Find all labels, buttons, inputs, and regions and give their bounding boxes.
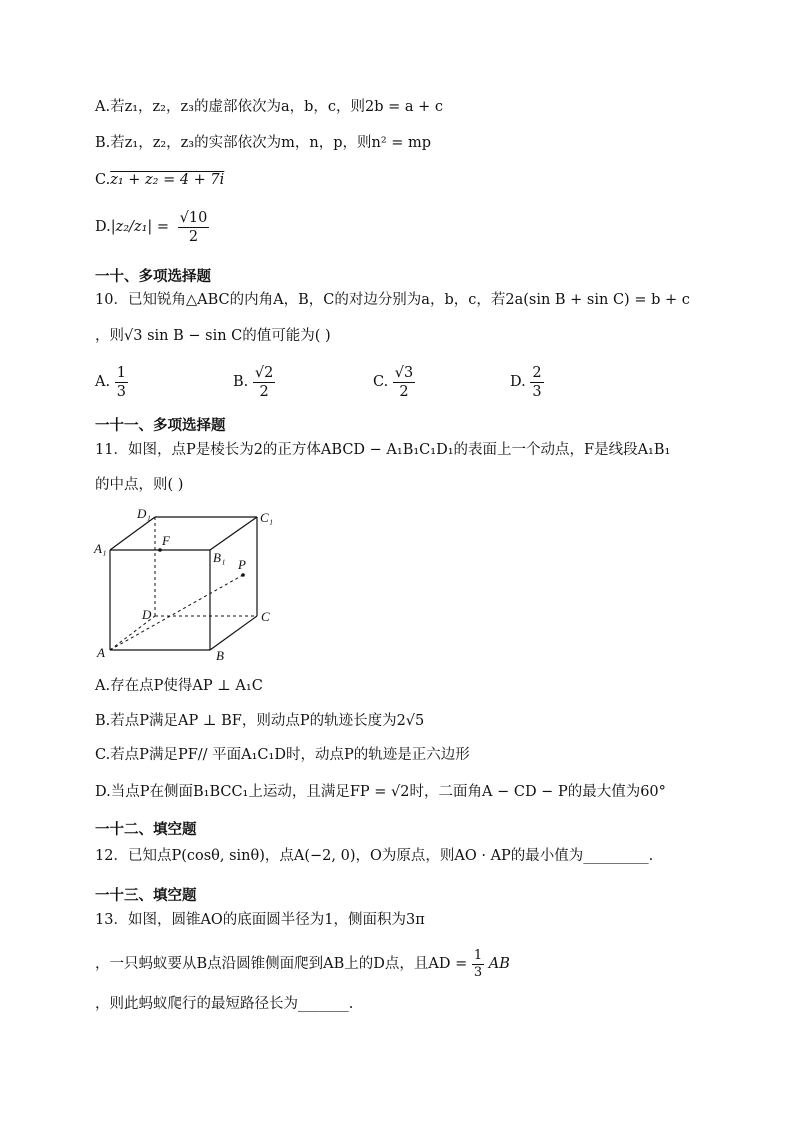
q13-fraction: $\frac{1}{3}$ <box>473 947 483 980</box>
edge-bc <box>210 616 257 650</box>
q9-option-d: D.|z₂/z₁| = $\frac{√10}{2}$ <box>95 209 208 245</box>
label-b1: B₁ <box>213 550 226 565</box>
point-f <box>158 548 162 552</box>
q10-option-c: C. $\frac{√3}{2}$ <box>373 364 414 400</box>
q13-answer-blank[interactable]: _______ <box>298 996 349 1012</box>
label-b: B <box>216 648 224 663</box>
label-a: A <box>97 645 105 660</box>
label-f: F <box>162 533 170 548</box>
q9-option-a: A.若z₁，z₂，z₃的虚部依次为a，b，c，则2b = a + c <box>95 99 444 115</box>
q11-line1: 11．如图，点P是棱长为2的正方体ABCD − A₁B₁C₁D₁的表面上一个动点，F是线段A₁B₁ <box>95 442 671 458</box>
point-p <box>241 573 245 577</box>
cube-figure <box>90 503 290 668</box>
section-header-11: 一十一、多项选择题 <box>95 418 226 434</box>
q9-option-b: B.若z₁，z₂，z₃的实部依次为m，n，p，则n² = mp <box>95 135 432 151</box>
q10-option-a: A. $\frac{1}{3}$ <box>95 364 126 400</box>
label-a1: A₁ <box>94 541 107 556</box>
q9-d-fraction: $\frac{√10}{2}$ <box>179 209 208 245</box>
segment-ap <box>110 575 243 650</box>
label-d: D <box>142 607 152 622</box>
edge-b1c1 <box>210 517 257 550</box>
q11-option-d: D.当点P在侧面B₁BCC₁上运动，且满足FP = √2时，二面角A − CD − P的最大值为60° <box>95 784 666 800</box>
q9-option-c: C.z₁ + z₂ = 4 + 7i <box>95 172 225 188</box>
q9-c-expression: z₁ + z₂ = 4 + 7i <box>110 172 225 188</box>
q13-line1: 13．如图，圆锥AO的底面圆半径为1，侧面积为3π <box>95 912 425 928</box>
q11-option-c: C.若点P满足PF// 平面A₁C₁D时，动点P的轨迹是正六边形 <box>95 747 470 763</box>
section-header-12: 一十二、填空题 <box>95 822 197 838</box>
q10-line2: ，则√3 sin B − sin C的值可能为( ) <box>95 328 331 344</box>
q11-line2: 的中点，则( ) <box>95 477 184 493</box>
label-c: C <box>261 609 270 624</box>
q10-option-d: D. $\frac{2}{3}$ <box>510 364 542 400</box>
q13-line2: ，一只蚂蚁要从B点沿圆锥侧面爬到AB上的D点，且AD = $\frac{1}{3}$ AB <box>95 947 510 980</box>
label-d1: D₁ <box>137 506 151 521</box>
label-p: P <box>238 557 246 572</box>
label-c1: C₁ <box>260 510 274 525</box>
q12-answer-blank[interactable]: _________ <box>583 848 649 864</box>
q12-line: 12．已知点P(cosθ, sinθ)，点A(−2, 0)，O为原点，则AO · AP的最小值为_________. <box>95 848 654 864</box>
section-header-13: 一十三、填空题 <box>95 888 197 904</box>
section-header-10: 一十、多项选择题 <box>95 269 211 285</box>
q13-line3: ，则此蚂蚁爬行的最短路径长为_______. <box>95 996 354 1012</box>
q11-option-a: A.存在点P使得AP ⊥ A₁C <box>95 678 263 694</box>
edge-a1d1 <box>110 517 155 550</box>
q10-line1: 10．已知锐角△ABC的内角A，B，C的对边分别为a，b，c，若2a(sin B + sin C) = b + c <box>95 292 690 308</box>
q10-option-b: B. $\frac{√2}{2}$ <box>233 364 274 400</box>
q11-option-b: B.若点P满足AP ⊥ BF，则动点P的轨迹长度为2√5 <box>95 713 425 729</box>
